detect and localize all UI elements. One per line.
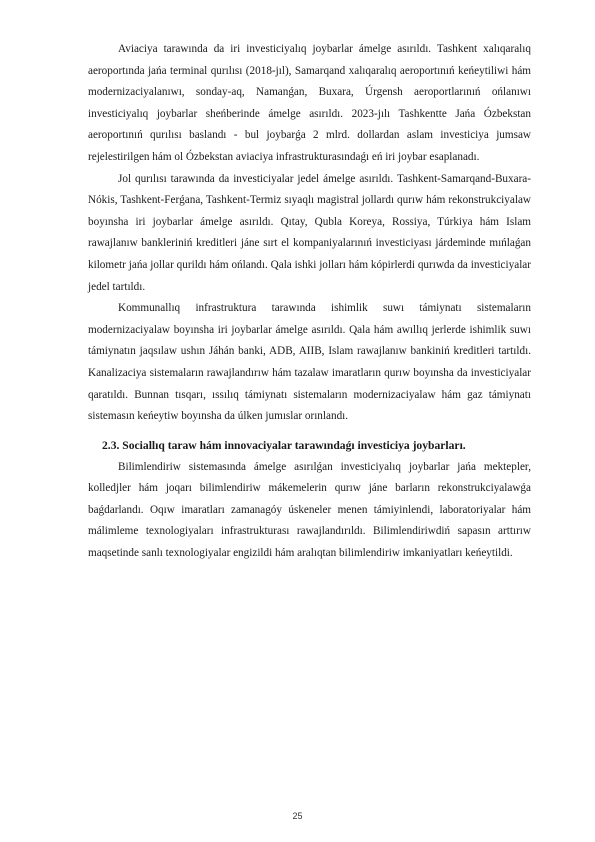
paragraph-education: Bilimlendiriw sistemasında ámelge asırılǵan investiciyalıq joybarlar jańa mektepler, kolledjler hám joqarı bilimlendiriw mákemelerin qurıw jáne barların rekonstrukciyalawǵa baǵdarlandı. Oqıw imaratları zamanagóy úskeneler menen támiyinlendi, laboratoriyalar hám málimleme texnologiyaları infrastrukturası rawajlandırıldı. Bilimlendiriwdiń sapasın arttırıw maqsetinde sanlı texnologiyalar engizildi hám aralıqtan bilimlendiriw imkaniyatları keńeytildi. — [88, 460, 531, 560]
paragraph-aviation: Aviaciya tarawında da iri investiciyalıq joybarlar ámelge asırıldı. Tashkent xalıqaralıq aeroportında jańa terminal qurılısı (2018-jıl), Samarqand xalıqaralıq aeroportınıń keńeytiliwi hám modernizaciyalanıwı, sonday-aq, Namanǵan, Buxara, Úrgensh aeroportlarınıń ońlanıwı investiciyalıq joybarlar sheńberinde ámelge asırıldı. 2023-jılı Tashkentte Jańa Ózbekstan aeroportınıń qurılısı baslandı - bul joybarǵa 2 mlrd. dollardan aslam investiciya jumsaw rejelestirilgen hám ol Ózbekstan aviaciya infrastrukturasındaǵı eń iri joybar esaplanadı. — [88, 43, 531, 163]
section-heading: 2.3. Sociallıq taraw hám innovaciyalar tarawındaǵı investiciya joybarları. — [102, 438, 466, 452]
page-body — [88, 39, 531, 565]
paragraph-communal-infrastructure: Kommunallıq infrastruktura tarawında ishimlik suwı támiynatı sistemaların modernizaciyalaw boyınsha iri joybarlar ámelge asırıldı. Qala hám awıllıq jerlerde ishimlik suwı támiynatın jaqsılaw ushın Jáhán banki, ADB, AIIB, Islam rawajlanıw bankiniń kreditleri tartıldı. Kanalizaciya sistemaların rawajlandırıw hám tazalaw imaratların qurıw boyınsha da investiciyalar qaratıldı. Bunnan tısqarı, ıssılıq támiynatı sistemaların modernizaciyalaw hám gaz támiynatı sistemasın keńeytiw boyınsha da úlken jumıslar orınlandı. — [88, 302, 531, 423]
paragraph-road-construction: Jol qurılısı tarawında da investiciyalar jedel ámelge asırıldı. Tashkent-Samarqand-Buxara-Nókis, Tashkent-Ferǵana, Tashkent-Termiz sıyaqlı magistral jollardı qurıw hám rekonstrukciyalaw boyınsha iri joybarlar ámelge asırıldı. Qıtay, Qubla Koreya, Rossiya, Túrkiya hám Islam rawajlanıw bankleriniń kreditleri jáne sırt el kompaniyalarınıń investiciyası járdeminde mıńlaǵan kilometr jańa jollar qurildı hám ońlandı. Qala ishki jolları hám kópirlerdi qurıwda da investiciyalar jedel tartıldı. — [88, 172, 531, 293]
page-number: 25 — [292, 811, 303, 821]
